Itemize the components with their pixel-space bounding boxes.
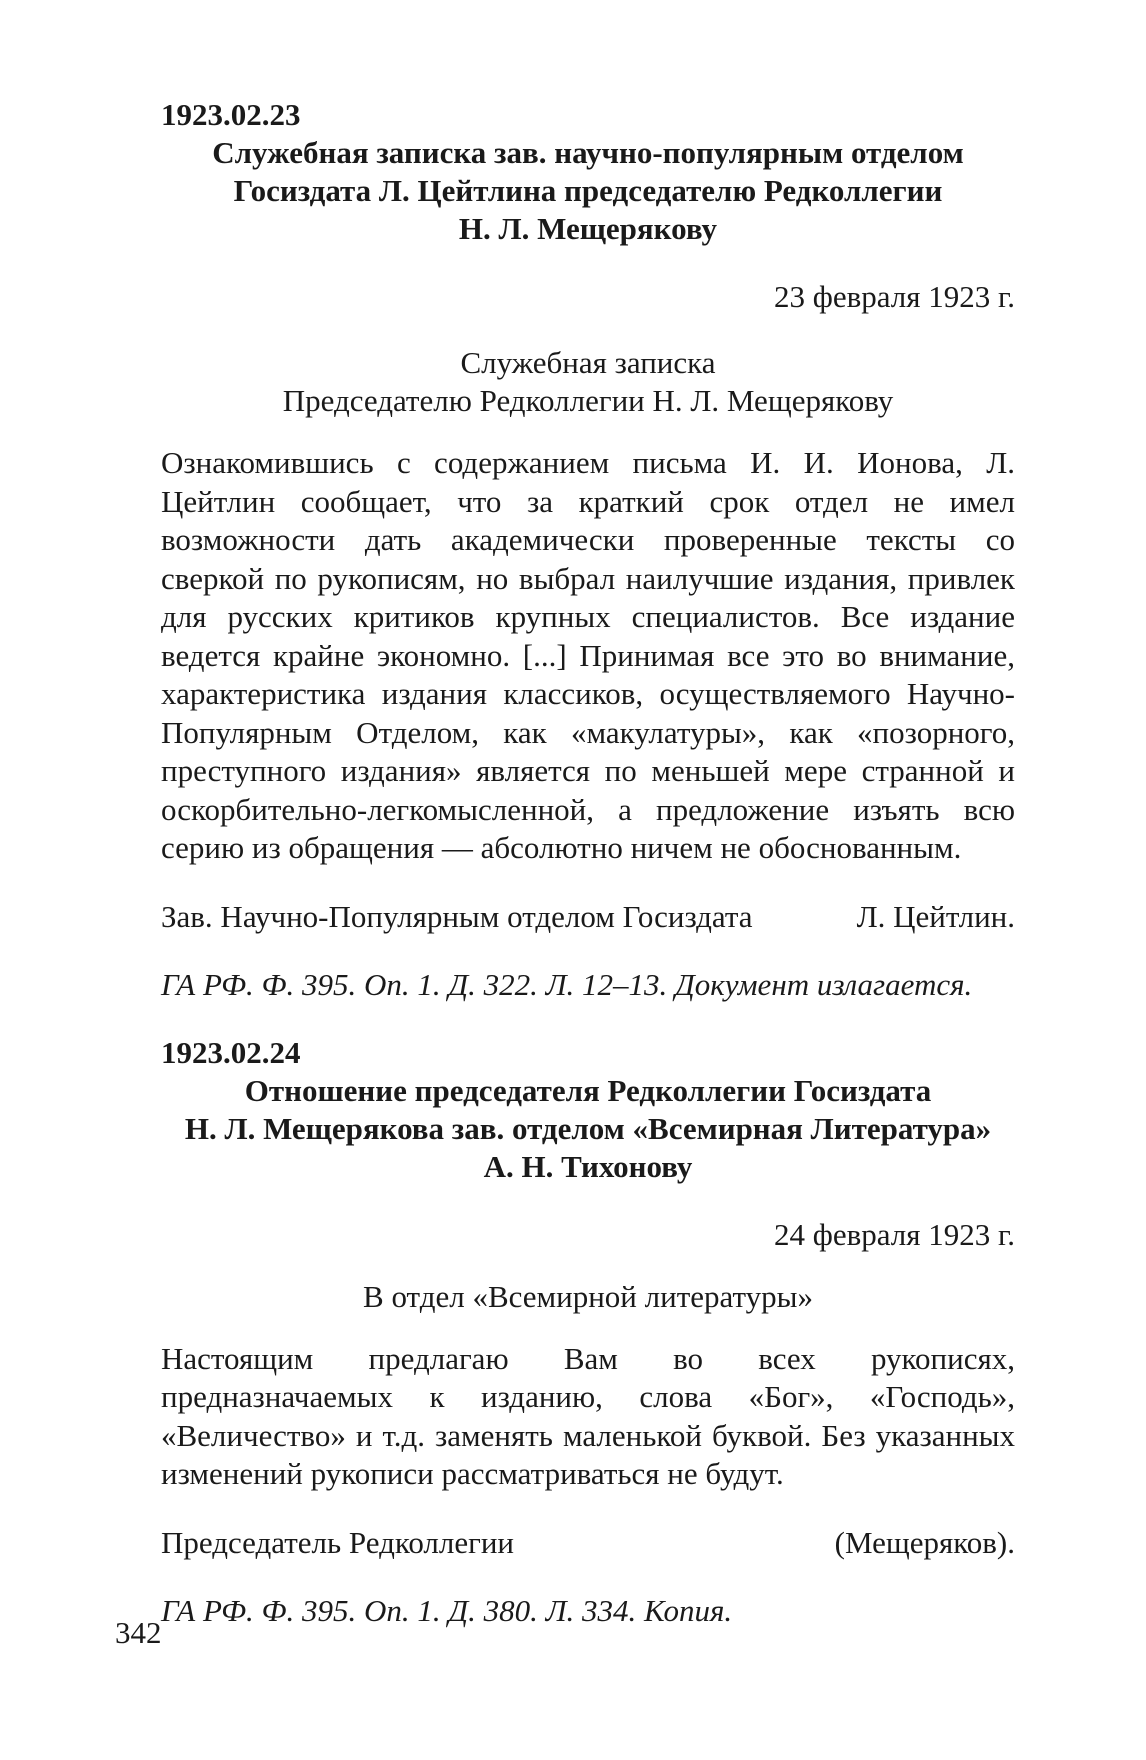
document-title-line: Госиздата Л. Цейтлина председателю Редколлегии <box>233 173 943 208</box>
page-number: 342 <box>115 1615 162 1650</box>
archival-source: ГА РФ. Ф. 395. Оп. 1. Д. 322. Л. 12–13. Документ излагается. <box>161 966 973 1002</box>
document-body: Ознакомившись с содержанием письма И. И. Ионова, Л. Цейтлин сообщает, что за краткий срок отдел не имел возможности дать академически проверенные тексты со сверкой по рукописям, но выбрал наилучшие издания, привлек для русских критиков крупных специалистов. Все издание ведется крайне экономно. [...] Принимая все это во внимание, характеристика издания классиков, осуществляемого Научно-Популярным Отделом, как «макулатуры», как «позорного, преступного издания» является по меньшей мере странной и оскорбительно-легкомысленной, а предложение изъять всю серию из обращения — абсолютно ничем не обоснованным. <box>161 445 1015 865</box>
document-heading <box>161 1278 1015 1316</box>
document-body: Настоящим предлагаю Вам во всех рукописях, предназначаемых к изданию, слова «Бог», «Господь», «Величество» и т.д. заменять маленькой буквой. Без указанных изменений рукописи рассматриваться не будут. <box>161 1340 1015 1491</box>
document-heading-line: В отдел «Всемирной литературы» <box>363 1278 813 1314</box>
document-title <box>161 1072 1015 1186</box>
document-code: 1923.02.23 <box>161 97 301 132</box>
document-date: 24 февраля 1923 г. <box>774 1216 1015 1252</box>
document-heading-line: Служебная записка <box>460 345 716 380</box>
signature-position: Председатель Редколлегии <box>161 1524 515 1560</box>
signature-position: Зав. Научно-Популярным отделом Госиздата <box>161 898 753 934</box>
document-title-line: Н. Л. Мещерякова зав. отделом «Всемирная Литература» <box>184 1110 992 1146</box>
document-1923-02-24 <box>161 1034 1015 1630</box>
document-code: 1923.02.24 <box>161 1034 301 1070</box>
document-title-line: А. Н. Тихонову <box>483 1148 693 1184</box>
signature-name: (Мещеряков). <box>834 1524 1015 1560</box>
document-title-line: Служебная записка зав. научно-популярным отделом <box>212 135 964 170</box>
page-content <box>161 96 1015 1630</box>
document-title-line: Отношение председателя Редколлегии Госиздата <box>244 1072 932 1108</box>
signature-block <box>161 1524 1015 1562</box>
document-title-line: Н. Л. Мещерякову <box>458 211 718 246</box>
document-title <box>161 134 1015 248</box>
document-heading-line: Председателю Редколлегии Н. Л. Мещерякову <box>282 383 894 418</box>
document-heading <box>161 344 1015 420</box>
signature-block <box>161 898 1015 936</box>
document-date: 23 февраля 1923 г. <box>774 279 1015 314</box>
archival-source: ГА РФ. Ф. 395. Оп. 1. Д. 380. Л. 334. Копия. <box>161 1592 733 1628</box>
signature-name: Л. Цейтлин. <box>856 898 1015 934</box>
document-1923-02-23 <box>161 96 1015 1004</box>
